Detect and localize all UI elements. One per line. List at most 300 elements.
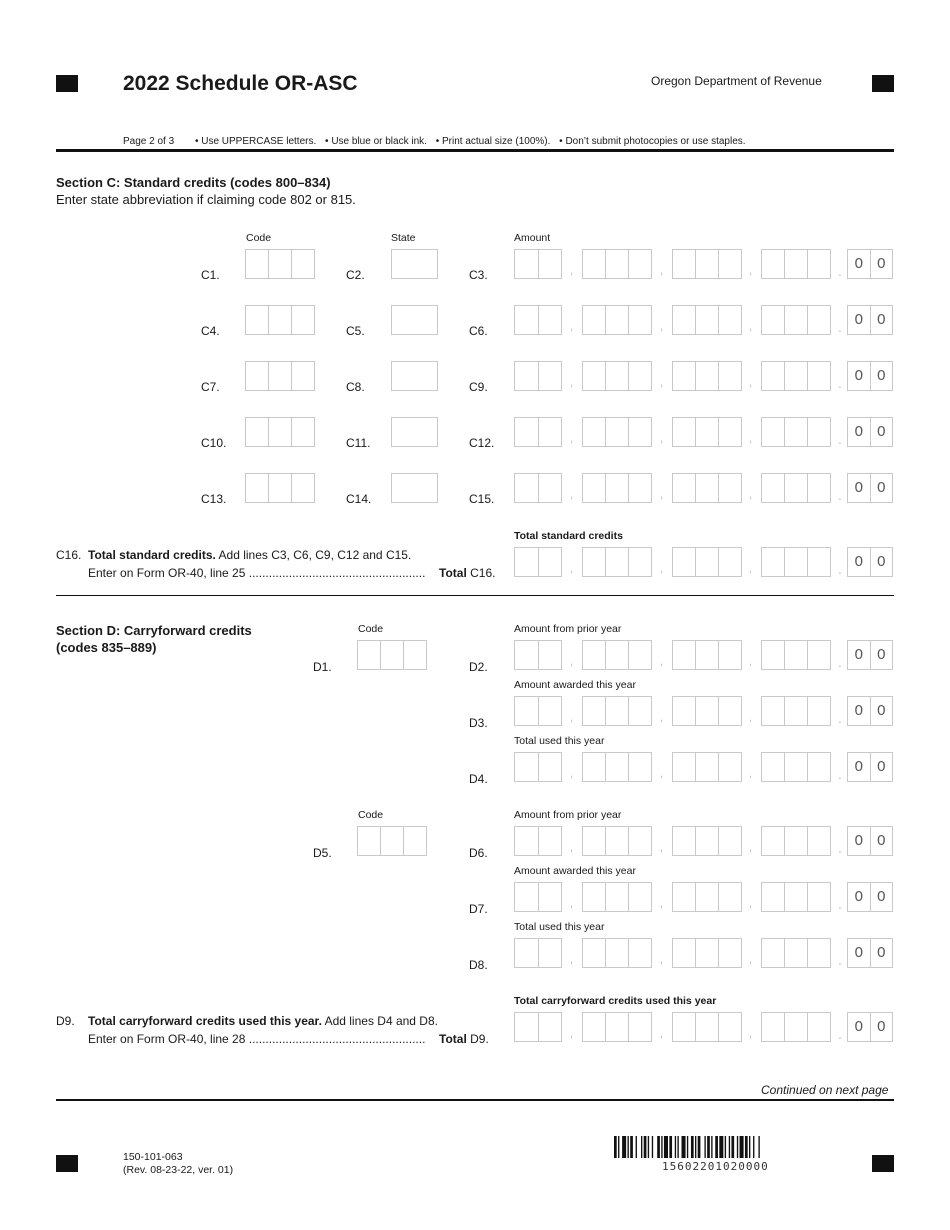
digit-cell[interactable] xyxy=(583,939,606,967)
digit-cell[interactable] xyxy=(808,697,830,725)
digit-group[interactable] xyxy=(761,361,831,391)
digit-cell[interactable] xyxy=(539,641,562,669)
digit-cell[interactable] xyxy=(785,1013,808,1041)
digit-cell[interactable] xyxy=(762,827,785,855)
section-d-title-line1: Section D: Carryforward credits xyxy=(56,623,252,638)
digit-group[interactable] xyxy=(582,305,652,335)
input-cell[interactable] xyxy=(246,306,269,334)
digit-cell[interactable] xyxy=(606,827,629,855)
digit-cell[interactable] xyxy=(539,939,562,967)
digit-cell[interactable] xyxy=(673,753,696,781)
input-cell[interactable] xyxy=(292,362,314,390)
input-cell[interactable] xyxy=(392,250,437,278)
cents-field xyxy=(847,826,893,856)
total-ref: D9. xyxy=(470,1032,489,1046)
barcode-bar xyxy=(707,1136,710,1158)
digit-cell[interactable] xyxy=(583,641,606,669)
digit-cell[interactable] xyxy=(785,753,808,781)
digit-group[interactable] xyxy=(761,752,831,782)
code-input[interactable] xyxy=(357,826,427,856)
digit-cell[interactable] xyxy=(808,1013,830,1041)
digit-cell[interactable] xyxy=(719,753,741,781)
digit-group[interactable] xyxy=(514,473,562,503)
digit-cell[interactable] xyxy=(583,753,606,781)
digit-group[interactable] xyxy=(514,1012,562,1042)
digit-cell[interactable] xyxy=(719,306,741,334)
digit-cell[interactable] xyxy=(583,1013,606,1041)
digit-group[interactable] xyxy=(514,417,562,447)
input-cell[interactable] xyxy=(246,362,269,390)
digit-cell[interactable] xyxy=(762,753,785,781)
state-input[interactable] xyxy=(391,361,438,391)
digit-cell[interactable] xyxy=(606,1013,629,1041)
cents-field xyxy=(847,1012,893,1042)
digit-cell[interactable] xyxy=(606,753,629,781)
digit-cell[interactable] xyxy=(515,474,539,502)
digit-cell[interactable] xyxy=(673,362,696,390)
digit-cell[interactable] xyxy=(583,474,606,502)
digit-cell[interactable] xyxy=(785,250,808,278)
digit-group[interactable] xyxy=(514,882,562,912)
digit-cell[interactable] xyxy=(606,883,629,911)
input-cell[interactable] xyxy=(392,362,437,390)
code-input[interactable] xyxy=(245,305,315,335)
line-d9-total-label xyxy=(437,1032,489,1046)
line-label: C13. xyxy=(201,492,227,506)
digit-group[interactable] xyxy=(761,938,831,968)
digit-cell[interactable] xyxy=(696,827,719,855)
digit-group[interactable] xyxy=(582,547,652,577)
digit-cell[interactable] xyxy=(583,883,606,911)
digit-cell[interactable] xyxy=(762,548,785,576)
amount-header: Amount from prior year xyxy=(514,623,622,635)
digit-cell[interactable] xyxy=(606,474,629,502)
digit-cell[interactable] xyxy=(539,474,562,502)
digit-group[interactable] xyxy=(672,882,742,912)
state-input[interactable] xyxy=(391,305,438,335)
input-cell[interactable] xyxy=(292,474,314,502)
instruction-item: • Don’t submit photocopies or use staples. xyxy=(559,136,746,147)
state-input[interactable] xyxy=(391,473,438,503)
digit-cell[interactable] xyxy=(629,548,651,576)
line-label: C1. xyxy=(201,268,220,282)
digit-group[interactable] xyxy=(672,640,742,670)
digit-cell[interactable] xyxy=(606,306,629,334)
digit-cell[interactable] xyxy=(606,939,629,967)
thousands-separator: , xyxy=(749,321,753,333)
input-cell[interactable] xyxy=(392,418,437,446)
section-d-title-line2: (codes 835–889) xyxy=(56,640,157,655)
digit-cell[interactable] xyxy=(696,306,719,334)
digit-cell[interactable] xyxy=(515,548,539,576)
thousands-separator: , xyxy=(749,842,753,854)
amount-input[interactable] xyxy=(514,752,897,784)
input-cell[interactable] xyxy=(292,418,314,446)
digit-cell[interactable] xyxy=(539,418,562,446)
digit-cell[interactable] xyxy=(583,306,606,334)
digit-cell[interactable] xyxy=(762,641,785,669)
input-cell[interactable] xyxy=(269,418,292,446)
digit-group[interactable] xyxy=(672,696,742,726)
digit-cell[interactable] xyxy=(583,418,606,446)
digit-group[interactable] xyxy=(761,547,831,577)
digit-cell[interactable] xyxy=(696,883,719,911)
digit-group[interactable] xyxy=(514,752,562,782)
digit-cell[interactable] xyxy=(808,753,830,781)
digit-group[interactable] xyxy=(514,640,562,670)
cents-digit: 0 xyxy=(848,418,871,446)
digit-group[interactable] xyxy=(514,938,562,968)
input-cell[interactable] xyxy=(404,641,426,669)
digit-cell[interactable] xyxy=(696,641,719,669)
digit-cell[interactable] xyxy=(606,250,629,278)
input-cell[interactable] xyxy=(392,474,437,502)
digit-cell[interactable] xyxy=(785,697,808,725)
thousands-separator: , xyxy=(749,489,753,501)
decimal-point: . xyxy=(838,263,842,279)
digit-cell[interactable] xyxy=(629,306,651,334)
digit-group[interactable] xyxy=(761,473,831,503)
total-standard-credits-input[interactable] xyxy=(514,547,897,579)
code-input[interactable] xyxy=(357,640,427,670)
line-label: C14. xyxy=(346,492,372,506)
input-cell[interactable] xyxy=(404,827,426,855)
digit-group[interactable] xyxy=(672,473,742,503)
digit-cell[interactable] xyxy=(606,641,629,669)
digit-group[interactable] xyxy=(582,640,652,670)
digit-cell[interactable] xyxy=(629,883,651,911)
input-cell[interactable] xyxy=(392,306,437,334)
digit-cell[interactable] xyxy=(808,641,830,669)
continued-note: Continued on next page xyxy=(761,1083,889,1097)
digit-cell[interactable] xyxy=(808,827,830,855)
digit-cell[interactable] xyxy=(583,697,606,725)
digit-cell[interactable] xyxy=(515,362,539,390)
digit-group[interactable] xyxy=(761,696,831,726)
amount-input[interactable] xyxy=(514,938,897,970)
digit-group[interactable] xyxy=(582,826,652,856)
digit-group[interactable] xyxy=(582,752,652,782)
digit-group[interactable] xyxy=(514,361,562,391)
line-d9-dotted xyxy=(88,1032,488,1046)
digit-group[interactable] xyxy=(672,361,742,391)
line-instruction: Add lines D4 and D8. xyxy=(324,1014,438,1028)
barcode-bar xyxy=(695,1136,696,1158)
digit-cell[interactable] xyxy=(629,1013,651,1041)
digit-cell[interactable] xyxy=(762,418,785,446)
input-cell[interactable] xyxy=(358,827,381,855)
digit-group[interactable] xyxy=(582,882,652,912)
digit-cell[interactable] xyxy=(785,306,808,334)
thousands-separator: , xyxy=(570,1028,574,1040)
digit-cell[interactable] xyxy=(629,418,651,446)
line-label: C2. xyxy=(346,268,365,282)
digit-cell[interactable] xyxy=(673,641,696,669)
barcode-bar xyxy=(737,1136,738,1158)
digit-group[interactable] xyxy=(761,417,831,447)
digit-cell[interactable] xyxy=(673,418,696,446)
digit-cell[interactable] xyxy=(785,418,808,446)
digit-cell[interactable] xyxy=(719,827,741,855)
digit-cell[interactable] xyxy=(539,697,562,725)
digit-cell[interactable] xyxy=(808,250,830,278)
digit-cell[interactable] xyxy=(673,250,696,278)
digit-group[interactable] xyxy=(514,305,562,335)
input-cell[interactable] xyxy=(292,306,314,334)
digit-cell[interactable] xyxy=(762,250,785,278)
digit-group[interactable] xyxy=(582,473,652,503)
digit-cell[interactable] xyxy=(515,418,539,446)
amount-header: Total used this year xyxy=(514,921,605,933)
digit-cell[interactable] xyxy=(762,883,785,911)
digit-cell[interactable] xyxy=(696,474,719,502)
decimal-point: . xyxy=(838,431,842,447)
digit-cell[interactable] xyxy=(673,883,696,911)
digit-cell[interactable] xyxy=(719,250,741,278)
code-input[interactable] xyxy=(245,417,315,447)
decimal-point: . xyxy=(838,487,842,503)
digit-group[interactable] xyxy=(582,249,652,279)
digit-cell[interactable] xyxy=(719,697,741,725)
digit-group[interactable] xyxy=(514,547,562,577)
digit-cell[interactable] xyxy=(629,939,651,967)
digit-group[interactable] xyxy=(672,249,742,279)
digit-cell[interactable] xyxy=(808,306,830,334)
digit-cell[interactable] xyxy=(539,827,562,855)
digit-cell[interactable] xyxy=(539,250,562,278)
digit-group[interactable] xyxy=(514,826,562,856)
digit-cell[interactable] xyxy=(808,548,830,576)
digit-cell[interactable] xyxy=(785,548,808,576)
digit-cell[interactable] xyxy=(515,697,539,725)
line-label: D6. xyxy=(469,846,488,860)
digit-cell[interactable] xyxy=(583,827,606,855)
digit-group[interactable] xyxy=(672,826,742,856)
line-label: C10. xyxy=(201,436,227,450)
digit-cell[interactable] xyxy=(719,883,741,911)
amount-input[interactable] xyxy=(514,696,897,728)
thousands-separator: , xyxy=(660,563,664,575)
digit-cell[interactable] xyxy=(696,250,719,278)
line-d9-description xyxy=(56,1014,438,1028)
code-input[interactable] xyxy=(245,249,315,279)
digit-group[interactable] xyxy=(672,547,742,577)
digit-cell[interactable] xyxy=(539,306,562,334)
amount-input[interactable] xyxy=(514,473,897,505)
digit-cell[interactable] xyxy=(785,362,808,390)
thousands-separator: , xyxy=(660,433,664,445)
digit-group[interactable] xyxy=(582,696,652,726)
amount-input[interactable] xyxy=(514,826,897,858)
digit-group[interactable] xyxy=(582,1012,652,1042)
digit-cell[interactable] xyxy=(762,697,785,725)
decimal-point: . xyxy=(838,766,842,782)
input-cell[interactable] xyxy=(246,250,269,278)
input-cell[interactable] xyxy=(292,250,314,278)
digit-group[interactable] xyxy=(672,1012,742,1042)
digit-cell[interactable] xyxy=(539,1013,562,1041)
digit-cell[interactable] xyxy=(629,641,651,669)
digit-group[interactable] xyxy=(672,305,742,335)
digit-cell[interactable] xyxy=(762,362,785,390)
digit-cell[interactable] xyxy=(808,939,830,967)
digit-group[interactable] xyxy=(514,249,562,279)
digit-cell[interactable] xyxy=(673,306,696,334)
digit-cell[interactable] xyxy=(515,753,539,781)
digit-cell[interactable] xyxy=(583,548,606,576)
thousands-separator: , xyxy=(570,563,574,575)
digit-cell[interactable] xyxy=(673,474,696,502)
line-instruction: Enter on Form OR-40, line 28 ..................................................... xyxy=(88,1032,426,1046)
digit-cell[interactable] xyxy=(629,362,651,390)
digit-group[interactable] xyxy=(672,417,742,447)
digit-cell[interactable] xyxy=(629,474,651,502)
digit-group[interactable] xyxy=(761,882,831,912)
digit-group[interactable] xyxy=(761,826,831,856)
digit-cell[interactable] xyxy=(785,883,808,911)
code-input[interactable] xyxy=(245,473,315,503)
digit-cell[interactable] xyxy=(785,827,808,855)
cents-digit: 0 xyxy=(877,423,886,440)
input-cell[interactable] xyxy=(269,250,292,278)
digit-cell[interactable] xyxy=(696,939,719,967)
digit-cell[interactable] xyxy=(629,827,651,855)
line-label: C15. xyxy=(469,492,495,506)
amount-input[interactable] xyxy=(514,361,897,393)
digit-cell[interactable] xyxy=(539,753,562,781)
digit-cell[interactable] xyxy=(673,827,696,855)
digit-group[interactable] xyxy=(761,249,831,279)
digit-cell[interactable] xyxy=(515,827,539,855)
digit-cell[interactable] xyxy=(785,474,808,502)
digit-group[interactable] xyxy=(582,361,652,391)
digit-cell[interactable] xyxy=(785,641,808,669)
digit-cell[interactable] xyxy=(515,306,539,334)
digit-cell[interactable] xyxy=(606,362,629,390)
digit-cell[interactable] xyxy=(515,1013,539,1041)
digit-cell[interactable] xyxy=(606,697,629,725)
input-cell[interactable] xyxy=(246,474,269,502)
amount-input[interactable] xyxy=(514,305,897,337)
thousands-separator: , xyxy=(749,265,753,277)
digit-cell[interactable] xyxy=(515,939,539,967)
barcode-bar xyxy=(740,1136,744,1158)
amount-input[interactable] xyxy=(514,249,897,281)
digit-group[interactable] xyxy=(582,417,652,447)
thousands-separator: , xyxy=(570,954,574,966)
code-column-header: Code xyxy=(358,623,384,635)
state-input[interactable] xyxy=(391,249,438,279)
digit-cell[interactable] xyxy=(696,362,719,390)
amount-input[interactable] xyxy=(514,417,897,449)
digit-cell[interactable] xyxy=(673,548,696,576)
input-cell[interactable] xyxy=(358,641,381,669)
barcode-bar xyxy=(614,1136,617,1158)
digit-cell[interactable] xyxy=(762,306,785,334)
amount-input[interactable] xyxy=(514,640,897,672)
cents-field xyxy=(847,305,893,335)
digit-cell[interactable] xyxy=(696,418,719,446)
digit-group[interactable] xyxy=(672,752,742,782)
input-cell[interactable] xyxy=(381,641,404,669)
digit-cell[interactable] xyxy=(539,548,562,576)
barcode-bar xyxy=(675,1136,676,1158)
instruction-item: • Use UPPERCASE letters. xyxy=(194,136,317,147)
digit-cell[interactable] xyxy=(673,939,696,967)
cents-digit: 0 xyxy=(848,883,871,911)
digit-cell[interactable] xyxy=(629,753,651,781)
decimal-point: . xyxy=(838,319,842,335)
code-input[interactable] xyxy=(245,361,315,391)
digit-cell[interactable] xyxy=(583,250,606,278)
digit-cell[interactable] xyxy=(673,1013,696,1041)
instructions-bar xyxy=(123,136,764,147)
digit-cell[interactable] xyxy=(808,418,830,446)
digit-cell[interactable] xyxy=(762,474,785,502)
digit-cell[interactable] xyxy=(719,418,741,446)
digit-group[interactable] xyxy=(514,696,562,726)
digit-cell[interactable] xyxy=(629,697,651,725)
input-cell[interactable] xyxy=(269,306,292,334)
digit-cell[interactable] xyxy=(808,362,830,390)
digit-cell[interactable] xyxy=(719,1013,741,1041)
digit-cell[interactable] xyxy=(696,1013,719,1041)
digit-cell[interactable] xyxy=(762,1013,785,1041)
input-cell[interactable] xyxy=(269,474,292,502)
input-cell[interactable] xyxy=(269,362,292,390)
digit-cell[interactable] xyxy=(583,362,606,390)
digit-cell[interactable] xyxy=(808,883,830,911)
digit-cell[interactable] xyxy=(719,548,741,576)
digit-cell[interactable] xyxy=(719,362,741,390)
digit-cell[interactable] xyxy=(539,362,562,390)
digit-cell[interactable] xyxy=(719,474,741,502)
decimal-point: . xyxy=(838,840,842,856)
digit-group[interactable] xyxy=(672,938,742,968)
decimal-point: . xyxy=(838,896,842,912)
digit-cell[interactable] xyxy=(539,883,562,911)
total-carryforward-input[interactable] xyxy=(514,1012,897,1044)
digit-cell[interactable] xyxy=(696,548,719,576)
digit-cell[interactable] xyxy=(606,548,629,576)
digit-cell[interactable] xyxy=(515,883,539,911)
digit-cell[interactable] xyxy=(696,697,719,725)
digit-cell[interactable] xyxy=(808,474,830,502)
input-cell[interactable] xyxy=(246,418,269,446)
digit-cell[interactable] xyxy=(719,939,741,967)
digit-group[interactable] xyxy=(761,305,831,335)
digit-cell[interactable] xyxy=(719,641,741,669)
digit-cell[interactable] xyxy=(515,250,539,278)
line-label: D1. xyxy=(313,660,332,674)
digit-group[interactable] xyxy=(761,640,831,670)
digit-cell[interactable] xyxy=(696,753,719,781)
digit-group[interactable] xyxy=(761,1012,831,1042)
digit-cell[interactable] xyxy=(606,418,629,446)
amount-input[interactable] xyxy=(514,882,897,914)
digit-cell[interactable] xyxy=(629,250,651,278)
barcode-bar xyxy=(664,1136,668,1158)
digit-cell[interactable] xyxy=(515,641,539,669)
cents-field xyxy=(847,417,893,447)
digit-cell[interactable] xyxy=(785,939,808,967)
digit-cell[interactable] xyxy=(762,939,785,967)
state-input[interactable] xyxy=(391,417,438,447)
code-column-header: Code xyxy=(246,232,272,244)
digit-cell[interactable] xyxy=(673,697,696,725)
input-cell[interactable] xyxy=(381,827,404,855)
digit-group[interactable] xyxy=(582,938,652,968)
